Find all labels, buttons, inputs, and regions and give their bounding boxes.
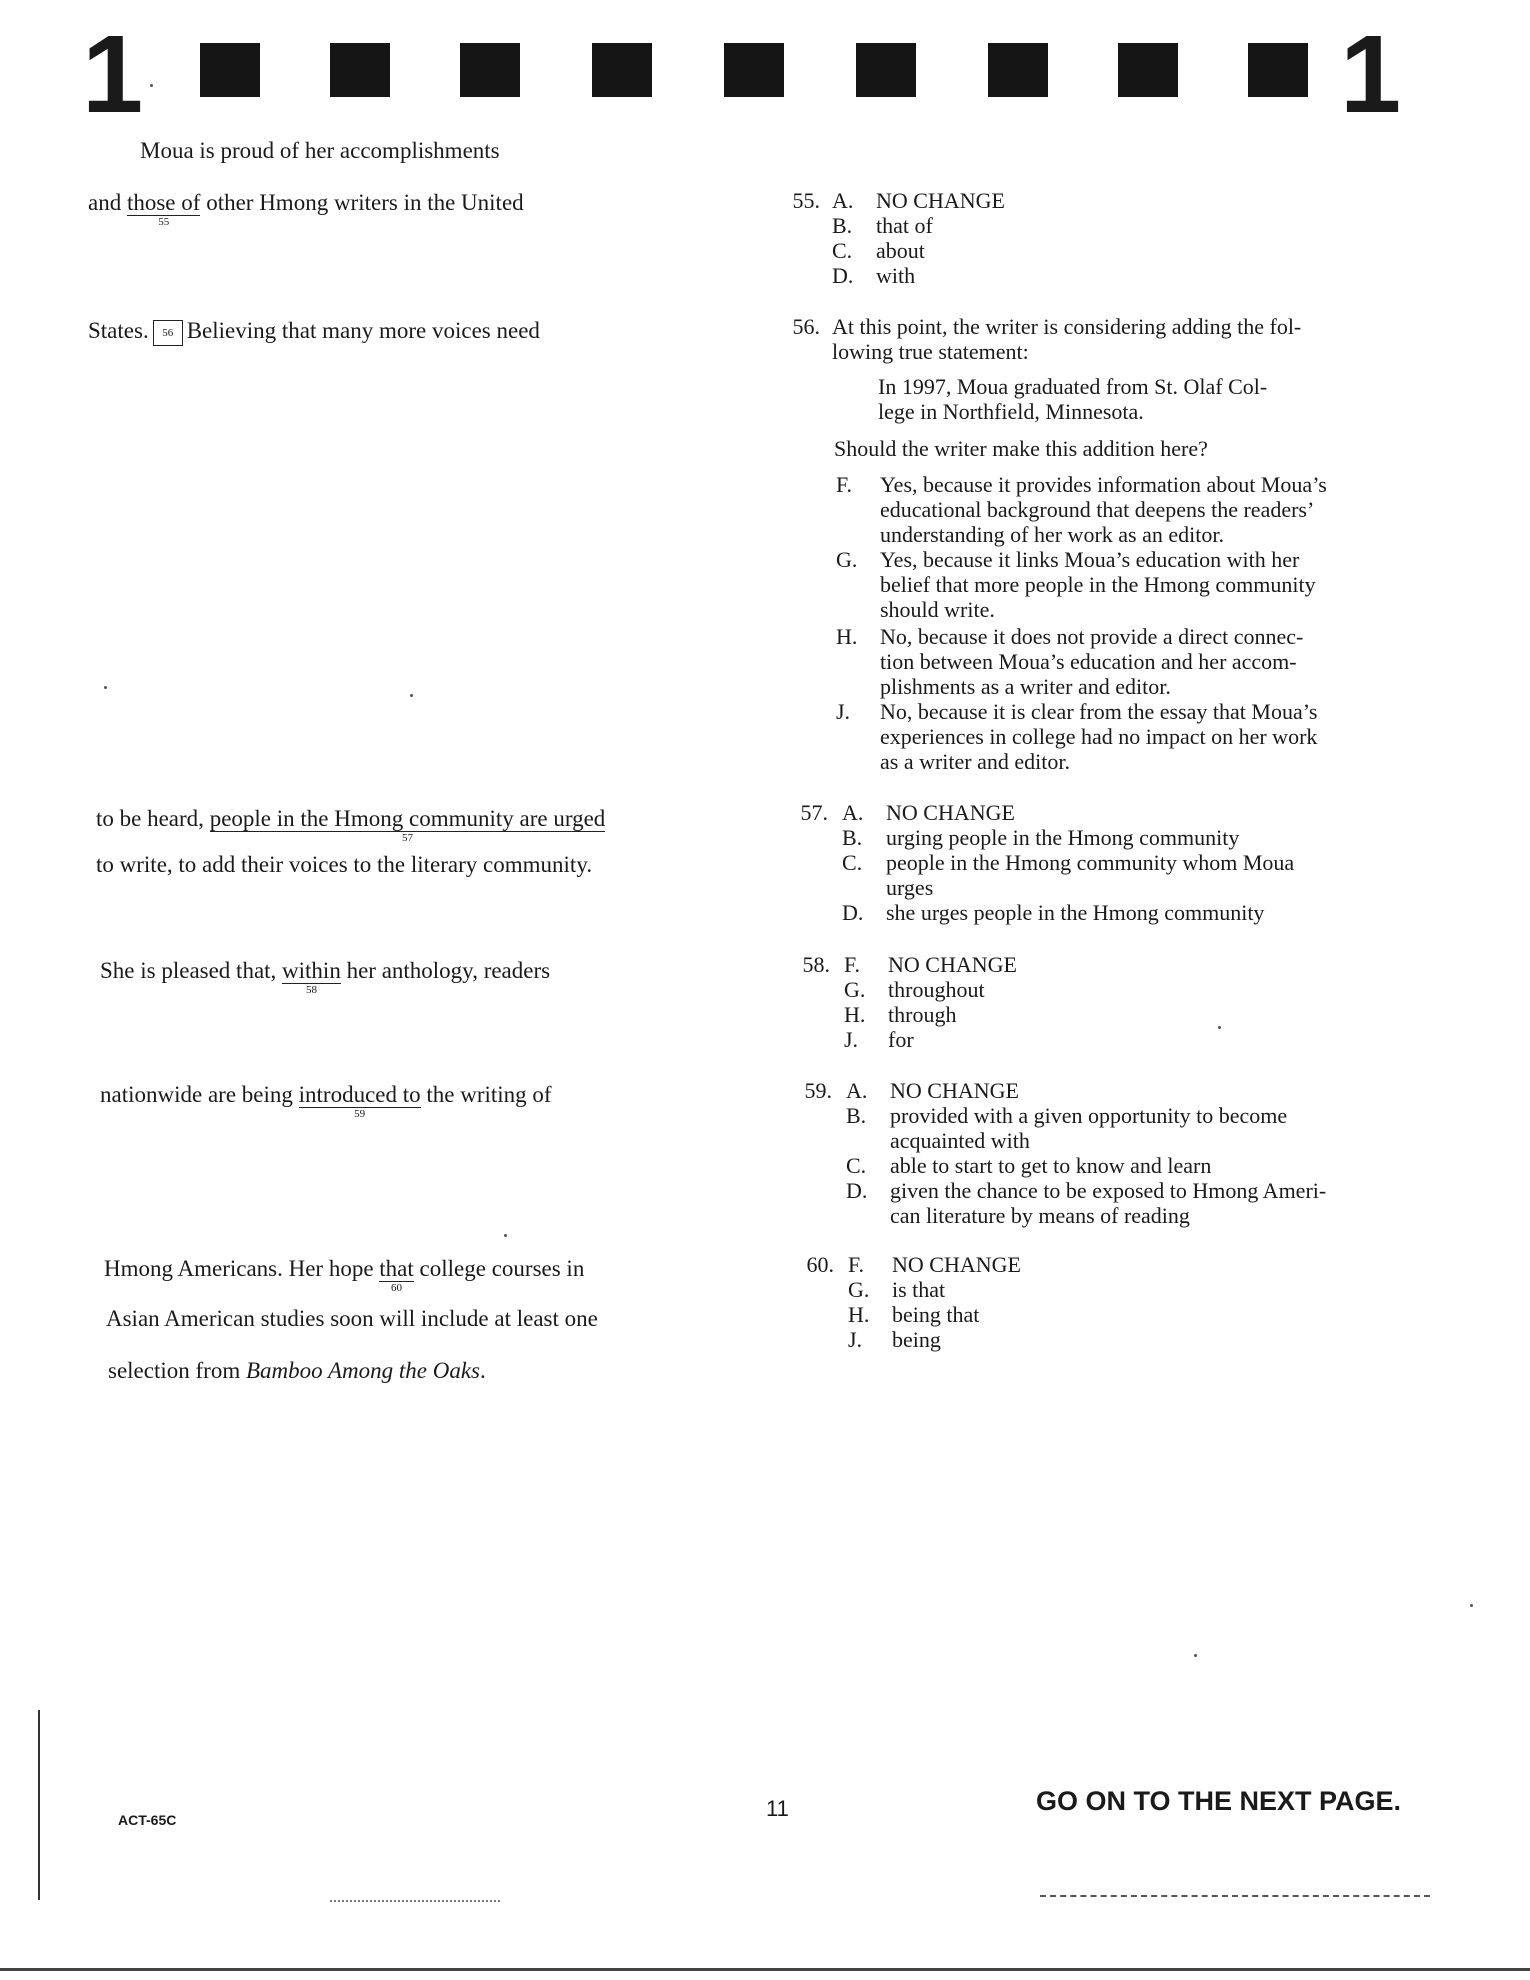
- option-text: able to start to get to know and learn: [890, 1153, 1212, 1178]
- passage-line: selection from Bamboo Among the Oaks.: [108, 1358, 486, 1383]
- option-text: provided with a given opportunity to become: [890, 1103, 1288, 1128]
- option-text: for: [888, 1027, 914, 1052]
- option-text: with: [876, 263, 916, 288]
- option-text: tion between Moua’s education and her accom-: [880, 649, 1297, 674]
- question-58: [770, 952, 1170, 1062]
- option-text: people in the Hmong community whom Moua: [886, 850, 1295, 875]
- option-letter: C.: [846, 1153, 867, 1178]
- option-letter: J.: [844, 1027, 859, 1052]
- option-letter: H.: [844, 1002, 866, 1027]
- underlined-portion-60: that 60: [379, 1256, 414, 1295]
- scan-bottom-line: [1040, 1895, 1430, 1898]
- option-text: educational background that deepens the readers’: [880, 497, 1315, 522]
- question-box-56: 56: [153, 320, 183, 346]
- question-56: [760, 314, 1460, 784]
- underlined-portion-58: within 58: [282, 958, 341, 997]
- question-ref-number: 57: [401, 832, 413, 845]
- option-letter: D.: [832, 263, 854, 288]
- option-text: NO CHANGE: [888, 952, 1017, 977]
- question-ref-number: 58: [305, 984, 317, 997]
- question-number: 60.: [806, 1252, 834, 1277]
- option-text: acquainted with: [890, 1128, 1030, 1153]
- option-text: belief that more people in the Hmong community: [880, 572, 1316, 597]
- section-number-left: 1: [82, 13, 144, 136]
- header-block: [592, 43, 652, 97]
- option-text: urging people in the Hmong community: [886, 825, 1240, 850]
- option-text: NO CHANGE: [892, 1252, 1021, 1277]
- passage-line: to be heard, people in the Hmong community are urged 57: [96, 806, 606, 845]
- header-block: [988, 43, 1048, 97]
- option-text: is that: [892, 1277, 946, 1302]
- passage-line: and those of 55 other Hmong writers in the United: [88, 190, 524, 229]
- option-letter: J.: [836, 699, 851, 724]
- option-text: urges: [886, 875, 934, 900]
- option-text: experiences in college had no impact on her work: [880, 724, 1318, 749]
- question-number: 55.: [792, 188, 820, 213]
- option-letter: A.: [846, 1078, 868, 1103]
- scan-speck: [410, 694, 413, 697]
- option-letter: A.: [842, 800, 864, 825]
- question-prompt: Should the writer make this addition here?: [834, 436, 1208, 461]
- option-text: NO CHANGE: [890, 1078, 1019, 1103]
- option-text: NO CHANGE: [886, 800, 1015, 825]
- proposed-statement: In 1997, Moua graduated from St. Olaf Col-: [878, 374, 1268, 399]
- question-stem: lowing true statement:: [832, 339, 1029, 364]
- question-number: 56.: [792, 314, 820, 339]
- option-text: understanding of her work as an editor.: [880, 522, 1224, 547]
- question-ref-number: 59: [354, 1108, 366, 1121]
- option-letter: B.: [842, 825, 863, 850]
- option-text: through: [888, 1002, 957, 1027]
- option-text: should write.: [880, 597, 995, 622]
- option-text: as a writer and editor.: [880, 749, 1070, 774]
- option-text: can literature by means of reading: [890, 1203, 1190, 1228]
- option-letter: D.: [846, 1178, 868, 1203]
- option-letter: F.: [836, 472, 852, 497]
- option-letter: C.: [832, 238, 853, 263]
- header-block: [200, 43, 260, 97]
- option-text: that of: [876, 213, 933, 238]
- option-text: being that: [892, 1302, 980, 1327]
- option-text: plishments as a writer and editor.: [880, 674, 1171, 699]
- header-block: [330, 43, 390, 97]
- option-letter: D.: [842, 900, 864, 925]
- passage-line: States. 56 Believing that many more voices need: [88, 318, 540, 346]
- header-block: [1248, 43, 1308, 97]
- option-letter: G.: [844, 977, 866, 1002]
- option-text: Yes, because it provides information about Moua’s: [880, 472, 1327, 497]
- header-block: [724, 43, 784, 97]
- question-number: 59.: [804, 1078, 832, 1103]
- anthology-title: Bamboo Among the Oaks: [245, 1358, 480, 1383]
- option-text: throughout: [888, 977, 985, 1002]
- proposed-statement: lege in Northfield, Minnesota.: [878, 399, 1144, 424]
- scan-margin-line: [38, 1710, 40, 1900]
- scan-speck: [1218, 1026, 1221, 1029]
- question-60: [774, 1252, 1174, 1362]
- question-57: [768, 800, 1448, 930]
- form-code: ACT-65C: [118, 1812, 177, 1828]
- option-text: Yes, because it links Moua’s education with her: [880, 547, 1300, 572]
- option-letter: C.: [842, 850, 863, 875]
- option-text: No, because it is clear from the essay that Moua’s: [880, 699, 1318, 724]
- go-on-notice: GO ON TO THE NEXT PAGE.: [1036, 1786, 1402, 1816]
- passage-line: She is pleased that, within 58 her anthology, readers: [100, 958, 551, 997]
- option-text: given the chance to be exposed to Hmong Ameri-: [890, 1178, 1327, 1203]
- option-letter: H.: [848, 1302, 870, 1327]
- question-ref-number: 55: [158, 216, 170, 229]
- passage-line: Hmong Americans. Her hope that 60 college courses in: [104, 1256, 585, 1295]
- scan-speck: [150, 84, 153, 87]
- underlined-portion-55: those of 55: [126, 190, 201, 229]
- passage-line: to write, to add their voices to the literary community.: [96, 852, 593, 877]
- question-ref-number: 60: [391, 1282, 403, 1295]
- option-letter: H.: [836, 624, 858, 649]
- question-stem: At this point, the writer is considering adding the fol-: [832, 314, 1302, 339]
- underlined-portion-57: people in the Hmong community are urged 57: [209, 806, 606, 845]
- question-number: 57.: [800, 800, 828, 825]
- passage-line: Moua is proud of her accomplishments: [140, 138, 500, 163]
- option-text: she urges people in the Hmong community: [886, 900, 1265, 925]
- page-edge-line: [0, 1968, 1530, 1971]
- option-letter: A.: [832, 188, 854, 213]
- section-number-right: 1: [1340, 13, 1402, 136]
- option-letter: B.: [846, 1103, 867, 1128]
- option-letter: F.: [848, 1252, 864, 1277]
- option-letter: G.: [848, 1277, 870, 1302]
- option-text: being: [892, 1327, 941, 1352]
- question-59: [772, 1078, 1462, 1238]
- option-text: about: [876, 238, 925, 263]
- header-block: [460, 43, 520, 97]
- underlined-portion-59: introduced to 59: [298, 1082, 421, 1121]
- scan-bottom-line: [330, 1900, 500, 1903]
- option-letter: J.: [848, 1327, 863, 1352]
- scan-speck: [504, 1234, 507, 1237]
- option-letter: F.: [844, 952, 860, 977]
- question-number: 58.: [802, 952, 830, 977]
- option-text: No, because it does not provide a direct connec-: [880, 624, 1304, 649]
- passage-line: nationwide are being introduced to 59 the writing of: [100, 1082, 552, 1121]
- scan-speck: [104, 686, 107, 689]
- passage-line: Asian American studies soon will include at least one: [106, 1306, 598, 1331]
- header-block: [856, 43, 916, 97]
- option-letter: B.: [832, 213, 853, 238]
- header-block: [1118, 43, 1178, 97]
- option-text: NO CHANGE: [876, 188, 1005, 213]
- page-number: 11: [766, 1796, 789, 1821]
- option-letter: G.: [836, 547, 858, 572]
- scan-speck: [1470, 1604, 1473, 1607]
- scan-speck: [1194, 1654, 1197, 1657]
- question-55: [760, 188, 1440, 298]
